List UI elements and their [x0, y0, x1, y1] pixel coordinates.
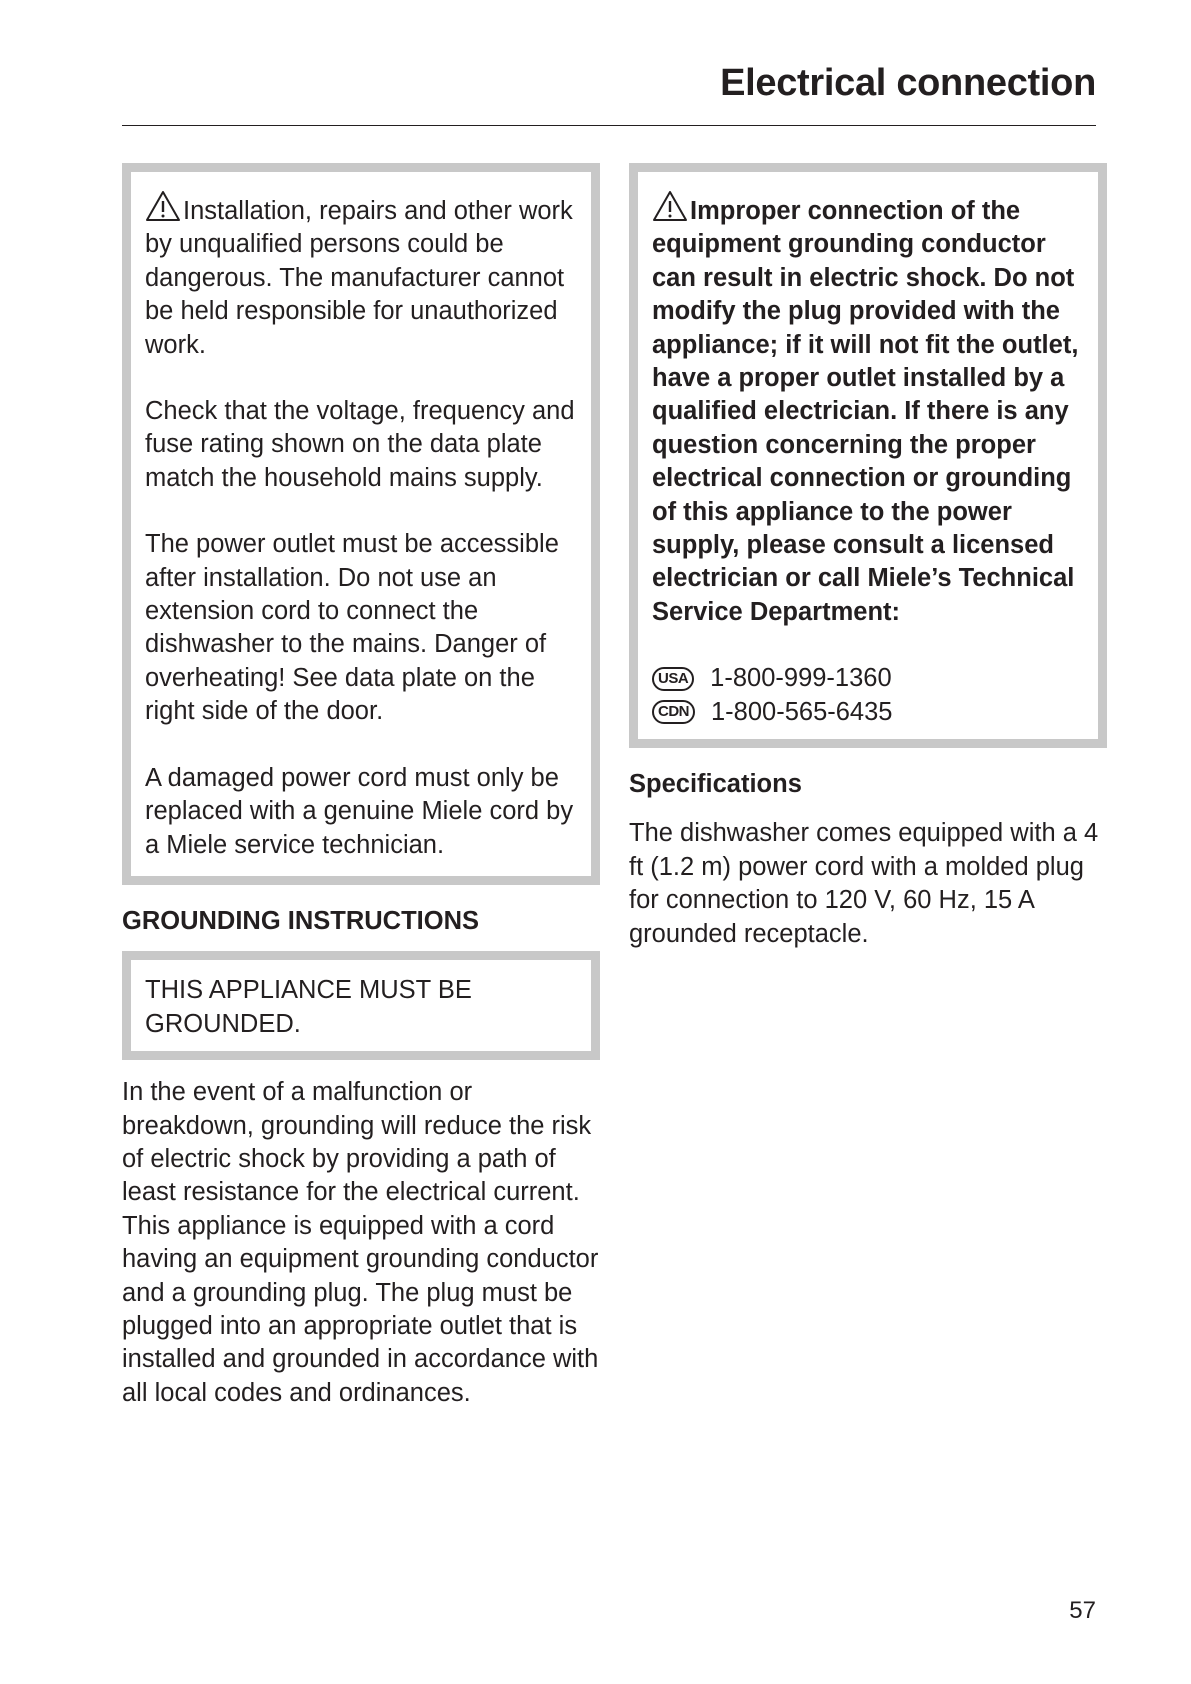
- grounding-warning-text: Improper connection of the equipment grounding conductor can result in electric shock. Do not modify the plug provided with the appliance; if it will not fit the outlet, have a proper outlet installed by a qualified electrician. If there is any question concerning the proper electrical connection or grounding of this appliance to the power supply, please consult a licensed electrician or call Miele’s Technical Service Department:: [652, 190, 1086, 629]
- phone-number-usa: 1-800-999-1360: [710, 664, 892, 693]
- phone-row-usa: [652, 662, 1086, 695]
- left-column: [122, 163, 600, 1410]
- grounding-body-text: In the event of a malfunction or breakdown, grounding will reduce the risk of electric shock by providing a path of least resistance for the electrical current. This appliance is equipped with a cord having an equipment grounding conductor and a grounding plug. The plug must be plugged into an appropriate outlet that is installed and grounded in accordance with all local codes and ordinances.: [122, 1078, 599, 1407]
- specifications-heading: Specifications: [629, 770, 802, 799]
- grounding-warning-box: [629, 163, 1107, 748]
- phone-list: [652, 662, 1086, 729]
- grounding-notice-text: THIS APPLIANCE MUST BE GROUNDED.: [145, 976, 472, 1038]
- country-badge-cdn: CDN: [652, 700, 695, 724]
- safety-warning-box: [122, 163, 600, 885]
- specifications-body-text: The dishwasher comes equipped with a 4 ft (1.2 m) power cord with a molded plug for connection to 120 V, 60 Hz, 15 A grounded receptacle.: [629, 819, 1099, 948]
- grounding-notice-box: [122, 951, 600, 1060]
- warning-paragraph-power-cord: A damaged power cord must only be replaced with a genuine Miele cord by a Miele service technician.: [145, 763, 574, 859]
- warning-triangle-icon: [145, 190, 181, 222]
- warning-triangle-icon: [652, 190, 688, 222]
- warning-paragraph-installation: Installation, repairs and other work by unqualified persons could be dangerous. The manufacturer cannot be held responsible for unauthorized work.: [145, 190, 579, 362]
- grounding-heading: GROUNDING INSTRUCTIONS: [122, 906, 479, 935]
- warning-paragraph-voltage: Check that the voltage, frequency and fuse rating shown on the data plate match the household mains supply.: [145, 397, 575, 492]
- country-badge-usa: USA: [652, 667, 694, 691]
- warning-paragraph-power-outlet: The power outlet must be accessible after installation. Do not use an extension cord to connect the dishwasher to the mains. Danger of overheating! See data plate on the right side of the door.: [145, 530, 559, 726]
- page-title: Electrical connection: [720, 62, 1096, 104]
- phone-row-cdn: [652, 696, 1086, 729]
- page-number: 57: [1069, 1597, 1096, 1624]
- header-divider: [122, 125, 1096, 126]
- right-column: [629, 163, 1107, 951]
- phone-number-cdn: 1-800-565-6435: [711, 697, 893, 726]
